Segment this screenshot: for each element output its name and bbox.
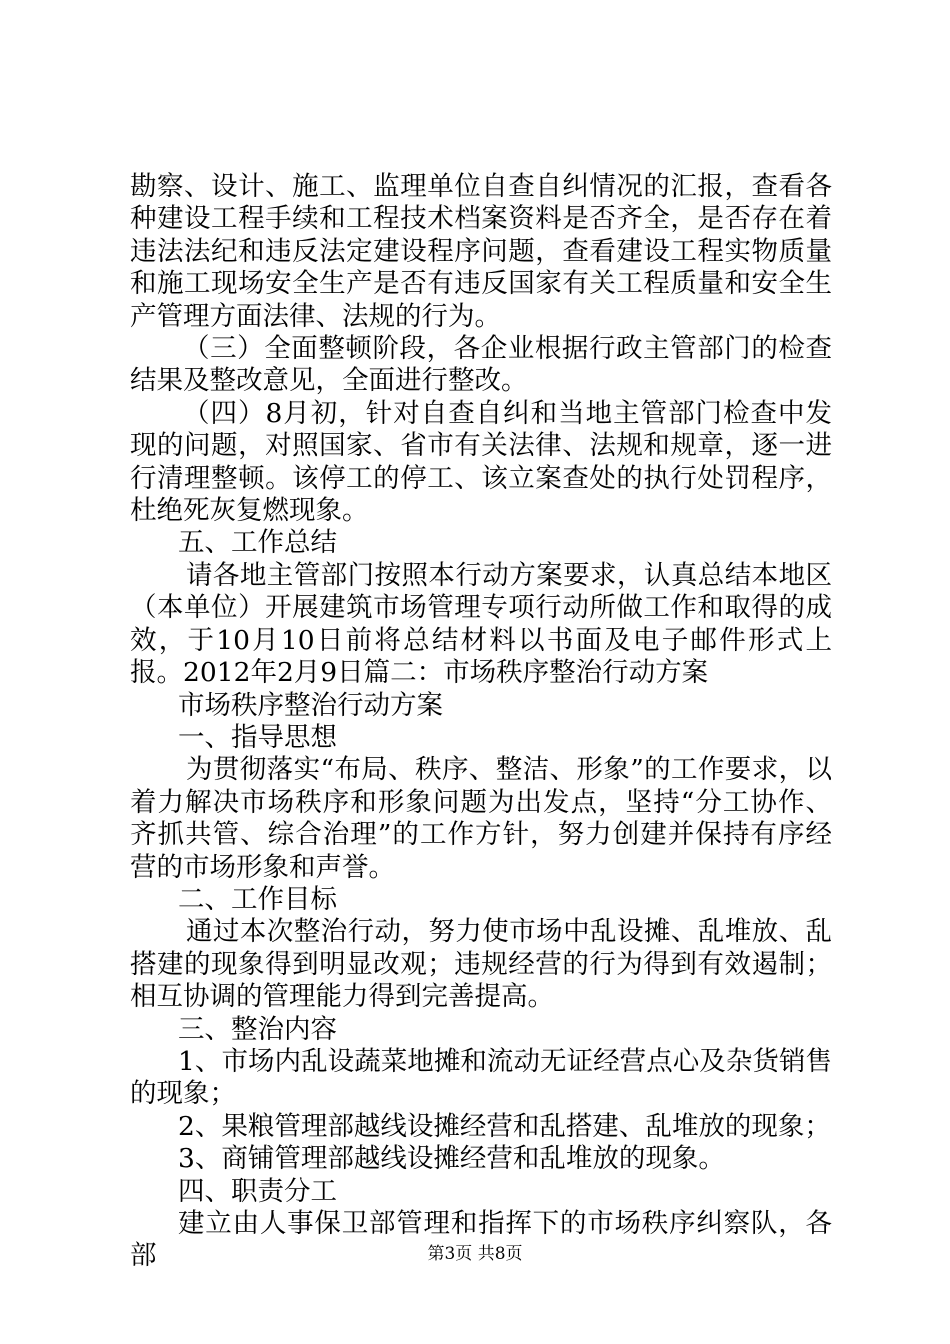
list-item-3: 3、商铺管理部越线设摊经营和乱堆放的现象。 [178, 1143, 725, 1175]
paragraph-inspection-report: 勘察、设计、施工、监理单位自查自纠情况的汇报，查看各种建设工程手续和工程技术档案资料是否齐全，是否存在着违法法纪和违反法定建设程序问题，查看建设工程实物质量和施工现场安全生产是否有违反国家有关工程质量和安全生产管理方面法律、法规的行为。 [130, 171, 832, 332]
heading-work-goal: 二、工作目标 [178, 883, 337, 915]
heading-plan-title: 市场秩序整治行动方案 [178, 689, 443, 721]
list-item-2: 2、果粮管理部越线设摊经营和乱搭建、乱堆放的现象； [178, 1110, 831, 1142]
heading-guiding-thought: 一、指导思想 [178, 721, 337, 753]
paragraph-guiding-thought: 为贯彻落实“布局、秩序、整洁、形象”的工作要求，以着力解决市场秩序和形象问题为出发点，坚持“分工协作、齐抓共管、综合治理”的工作方针，努力创建并保持有序经营的市场形象和声誉。 [130, 754, 832, 883]
list-item-1: 1、市场内乱设蔬菜地摊和流动无证经营点心及杂货销售的现象； [130, 1045, 832, 1110]
heading-rectification-content: 三、整治内容 [178, 1013, 337, 1045]
body-text [130, 171, 832, 1273]
heading-responsibilities: 四、职责分工 [178, 1175, 337, 1207]
page-number-footer: 第3页 共8页 [427, 1244, 523, 1264]
paragraph-phase-three: （三）全面整顿阶段，各企业根据行政主管部门的检查结果及整改意见，全面进行整改。 [130, 333, 832, 397]
paragraph-summary-request: 请各地主管部门按照本行动方案要求，认真总结本地区（本单位）开展建筑市场管理专项行动所做工作和取得的成效，于10月10日前将总结材料以书面及电子邮件形式上报。2012年2月9日篇二：市场秩序整治行动方案 [130, 559, 832, 689]
paragraph-responsibilities: 建立由人事保卫部管理和指挥下的市场秩序纠察队，各部 [130, 1208, 832, 1272]
heading-work-summary: 五、工作总结 [178, 527, 337, 559]
paragraph-phase-four: （四）8月初，针对自查自纠和当地主管部门检查中发现的问题，对照国家、省市有关法律、法规和规章，逐一进行清理整顿。该停工的停工、该立案查处的执行处罚程序，杜绝死灰复燃现象。 [130, 397, 832, 527]
paragraph-work-goal: 通过本次整治行动，努力使市场中乱设摊、乱堆放、乱搭建的现象得到明显改观；违规经营的行为得到有效遏制；相互协调的管理能力得到完善提高。 [130, 916, 832, 1013]
